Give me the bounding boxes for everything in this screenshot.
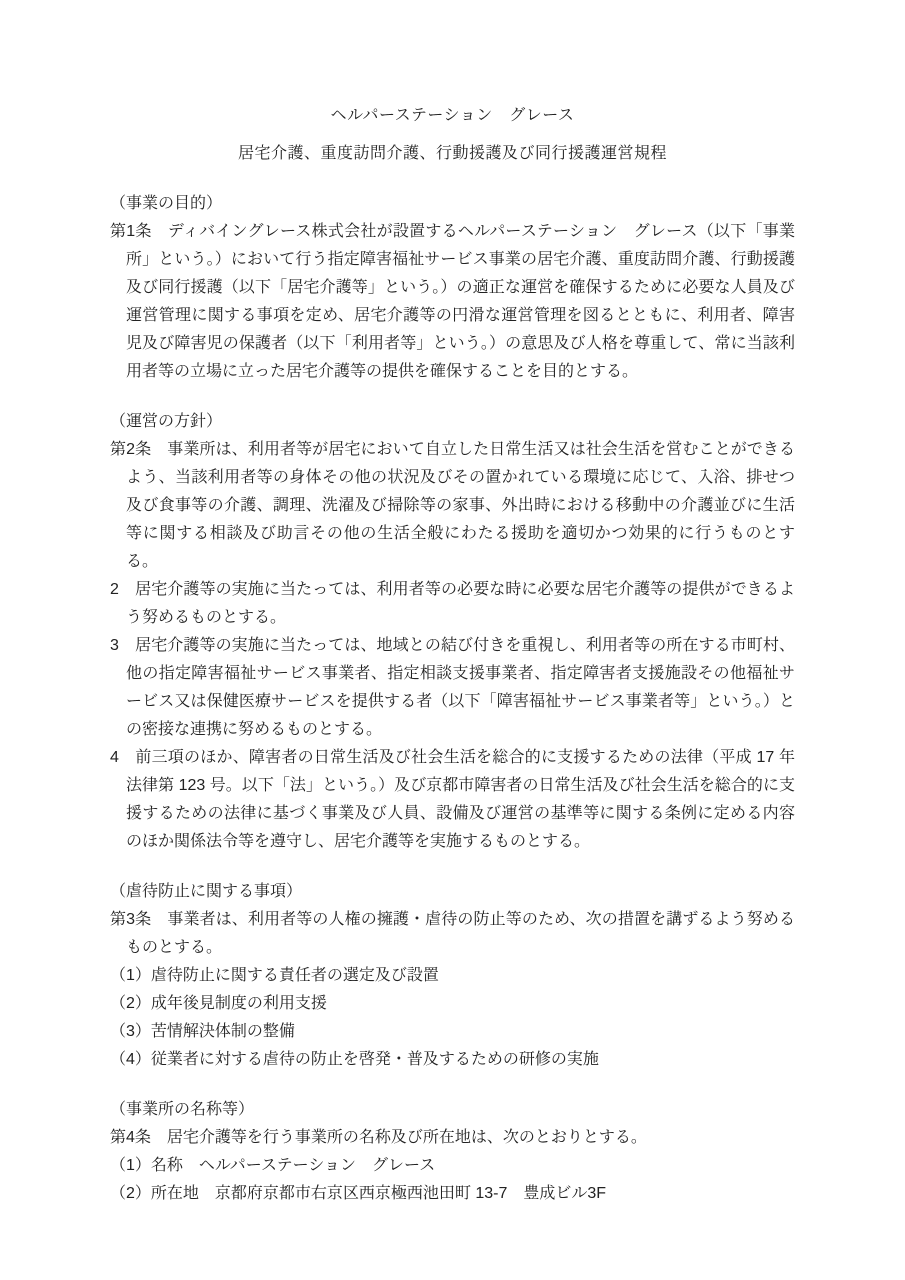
section-operation-policy [110,408,795,856]
article-2-clause-4: 4 前三項のほか、障害者の日常生活及び社会生活を総合的に支援するための法律（平成 17 年法律第 123 号。以下「法」という。）及び京都市障害者の日常生活及び社会生活を総合的に支援するための法律に基づく事業及び人員、設備及び運営の基準等に関する条例に定める内容のほか関係法令等を遵守し、居宅介護等を実施するものとする。 [110,749,795,850]
article-2-clause-2: 2 居宅介護等の実施に当たっては、利用者等の必要な時に必要な居宅介護等の提供ができるよう努めるものとする。 [110,581,795,626]
article-3-item-2: （2）成年後見制度の利用支援 [110,995,327,1012]
article-4-paragraph: 第4条 居宅介護等を行う事業所の名称及び所在地は、次のとおりとする。 [110,1129,647,1146]
article-3-item-4: （4）従業者に対する虐待の防止を啓発・普及するための研修の実施 [110,1051,599,1068]
title-block [110,102,795,168]
article-3-item-3: （3）苦情解決体制の整備 [110,1023,295,1040]
section-abuse-prevention [110,878,795,1074]
section-office-name [110,1096,795,1208]
document-subtitle: 居宅介護、重度訪問介護、行動援護及び同行援護運営規程 [237,145,667,162]
article-4-item-1-name: （1）名称 ヘルパーステーション グレース [110,1157,436,1174]
article-3-paragraph: 第3条 事業者は、利用者等の人権の擁護・虐待の防止等のため、次の措置を講ずるよう努めるものとする。 [110,911,795,956]
document-title: ヘルパーステーション グレース [330,107,575,124]
article-2-clause-3: 3 居宅介護等の実施に当たっては、地域との結び付きを重視し、利用者等の所在する市町村、他の指定障害福祉サービス事業者、指定相談支援事業者、指定障害者支援施設その他福祉サービス又は保健医療サービスを提供する者（以下「障害福祉サービス事業者等」という。）との密接な連携に努めるものとする。 [110,637,795,738]
section-heading-operation-policy: （運営の方針） [110,413,223,430]
section-heading-office-name: （事業所の名称等） [110,1101,255,1118]
section-business-purpose [110,190,795,386]
article-4-item-2-address: （2）所在地 京都府京都市右京区西京極西池田町 13-7 豊成ビル3F [110,1185,607,1202]
article-2-paragraph: 第2条 事業所は、利用者等が居宅において自立した日常生活又は社会生活を営むことができるよう、当該利用者等の身体その他の状況及びその置かれている環境に応じて、入浴、排せつ及び食事等の介護、調理、洗濯及び掃除等の家事、外出時における移動中の介護並びに生活等に関する相談及び助言その他の生活全般にわたる援助を適切かつ効果的に行うものとする。 [110,441,795,570]
article-1-paragraph: 第1条 ディバイングレース株式会社が設置するヘルパーステーション グレース（以下「事業所」という。）において行う指定障害福祉サービス事業の居宅介護、重度訪問介護、行動援護及び同行援護（以下「居宅介護等」という。）の適正な運営を確保するために必要な人員及び運営管理に関する事項を定め、居宅介護等の円滑な運営管理を図るとともに、利用者、障害児及び障害児の保護者（以下「利用者等」という。）の意思及び人格を尊重して、常に当該利用者等の立場に立った居宅介護等の提供を確保することを目的とする。 [110,223,795,380]
section-heading-business-purpose: （事業の目的） [110,195,223,212]
article-3-item-1: （1）虐待防止に関する責任者の選定及び設置 [110,967,439,984]
section-heading-abuse-prevention: （虐待防止に関する事項） [110,883,303,900]
